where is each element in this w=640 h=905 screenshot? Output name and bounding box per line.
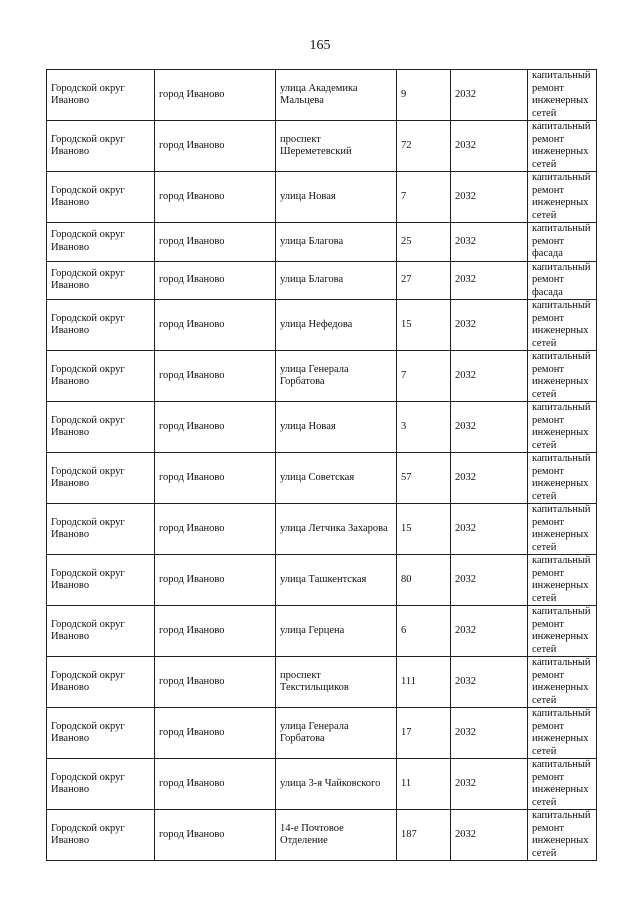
house-number-cell: 15 <box>397 504 451 555</box>
table-row <box>47 402 597 453</box>
work-type-cell: капитальный ремонт инженерных сетей <box>528 70 597 121</box>
work-type-cell: капитальный ремонт инженерных сетей <box>528 351 597 402</box>
table-row <box>47 70 597 121</box>
page-number: 165 <box>309 38 331 53</box>
house-number-cell: 7 <box>397 351 451 402</box>
street-cell: 14-е Почтовое Отделение <box>276 810 397 861</box>
locality-cell: город Иваново <box>155 606 276 657</box>
locality-cell: город Иваново <box>155 708 276 759</box>
district-cell: Городской округ Иваново <box>47 223 155 262</box>
house-number-cell: 15 <box>397 300 451 351</box>
work-type-cell: капитальный ремонт инженерных сетей <box>528 504 597 555</box>
year-cell: 2032 <box>451 657 528 708</box>
work-type-cell: капитальный ремонт инженерных сетей <box>528 172 597 223</box>
work-type-cell: капитальный ремонт инженерных сетей <box>528 657 597 708</box>
house-number-cell: 11 <box>397 759 451 810</box>
street-cell: улица Новая <box>276 402 397 453</box>
locality-cell: город Иваново <box>155 223 276 262</box>
district-cell: Городской округ Иваново <box>47 402 155 453</box>
repair-schedule-table <box>46 69 597 861</box>
district-cell: Городской округ Иваново <box>47 555 155 606</box>
work-type-cell: капитальный ремонт инженерных сетей <box>528 810 597 861</box>
work-type-cell: капитальный ремонт инженерных сетей <box>528 555 597 606</box>
table-row <box>47 810 597 861</box>
street-cell: улица Генерала Горбатова <box>276 351 397 402</box>
year-cell: 2032 <box>451 351 528 402</box>
work-type-cell: капитальный ремонт инженерных сетей <box>528 453 597 504</box>
work-type-cell: капитальный ремонт фасада <box>528 223 597 262</box>
year-cell: 2032 <box>451 708 528 759</box>
house-number-cell: 80 <box>397 555 451 606</box>
year-cell: 2032 <box>451 223 528 262</box>
house-number-cell: 72 <box>397 121 451 172</box>
street-cell: проспект Шереметевский <box>276 121 397 172</box>
house-number-cell: 111 <box>397 657 451 708</box>
work-type-cell: капитальный ремонт инженерных сетей <box>528 708 597 759</box>
locality-cell: город Иваново <box>155 402 276 453</box>
year-cell: 2032 <box>451 172 528 223</box>
table-row <box>47 708 597 759</box>
street-cell: проспект Текстильщиков <box>276 657 397 708</box>
street-cell: улица Генерала Горбатова <box>276 708 397 759</box>
year-cell: 2032 <box>451 759 528 810</box>
street-cell: улица Советская <box>276 453 397 504</box>
locality-cell: город Иваново <box>155 810 276 861</box>
street-cell: улица Академика Мальцева <box>276 70 397 121</box>
table-row <box>47 759 597 810</box>
table-row <box>47 351 597 402</box>
year-cell: 2032 <box>451 810 528 861</box>
locality-cell: город Иваново <box>155 300 276 351</box>
table-row <box>47 453 597 504</box>
street-cell: улица Новая <box>276 172 397 223</box>
table-row <box>47 121 597 172</box>
street-cell: улица Благова <box>276 223 397 262</box>
street-cell: улица Летчика Захарова <box>276 504 397 555</box>
street-cell: улица Герцена <box>276 606 397 657</box>
house-number-cell: 27 <box>397 261 451 300</box>
work-type-cell: капитальный ремонт инженерных сетей <box>528 606 597 657</box>
year-cell: 2032 <box>451 606 528 657</box>
street-cell: улица 3-я Чайковского <box>276 759 397 810</box>
district-cell: Городской округ Иваново <box>47 606 155 657</box>
street-cell: улица Нефедова <box>276 300 397 351</box>
house-number-cell: 9 <box>397 70 451 121</box>
locality-cell: город Иваново <box>155 70 276 121</box>
locality-cell: город Иваново <box>155 504 276 555</box>
district-cell: Городской округ Иваново <box>47 70 155 121</box>
house-number-cell: 7 <box>397 172 451 223</box>
locality-cell: город Иваново <box>155 759 276 810</box>
table-row <box>47 555 597 606</box>
locality-cell: город Иваново <box>155 351 276 402</box>
locality-cell: город Иваново <box>155 657 276 708</box>
house-number-cell: 187 <box>397 810 451 861</box>
street-cell: улица Ташкентская <box>276 555 397 606</box>
district-cell: Городской округ Иваново <box>47 453 155 504</box>
year-cell: 2032 <box>451 453 528 504</box>
locality-cell: город Иваново <box>155 172 276 223</box>
year-cell: 2032 <box>451 70 528 121</box>
work-type-cell: капитальный ремонт инженерных сетей <box>528 402 597 453</box>
year-cell: 2032 <box>451 555 528 606</box>
work-type-cell: капитальный ремонт инженерных сетей <box>528 300 597 351</box>
district-cell: Городской округ Иваново <box>47 657 155 708</box>
table-row <box>47 261 597 300</box>
locality-cell: город Иваново <box>155 453 276 504</box>
district-cell: Городской округ Иваново <box>47 708 155 759</box>
year-cell: 2032 <box>451 402 528 453</box>
district-cell: Городской округ Иваново <box>47 810 155 861</box>
year-cell: 2032 <box>451 300 528 351</box>
house-number-cell: 3 <box>397 402 451 453</box>
locality-cell: город Иваново <box>155 121 276 172</box>
locality-cell: город Иваново <box>155 555 276 606</box>
district-cell: Городской округ Иваново <box>47 351 155 402</box>
work-type-cell: капитальный ремонт инженерных сетей <box>528 121 597 172</box>
year-cell: 2032 <box>451 504 528 555</box>
table-row <box>47 172 597 223</box>
house-number-cell: 17 <box>397 708 451 759</box>
work-type-cell: капитальный ремонт инженерных сетей <box>528 759 597 810</box>
district-cell: Городской округ Иваново <box>47 121 155 172</box>
district-cell: Городской округ Иваново <box>47 172 155 223</box>
table-row <box>47 223 597 262</box>
district-cell: Городской округ Иваново <box>47 504 155 555</box>
work-type-cell: капитальный ремонт фасада <box>528 261 597 300</box>
year-cell: 2032 <box>451 261 528 300</box>
street-cell: улица Благова <box>276 261 397 300</box>
table-row <box>47 300 597 351</box>
table-row <box>47 504 597 555</box>
locality-cell: город Иваново <box>155 261 276 300</box>
house-number-cell: 25 <box>397 223 451 262</box>
district-cell: Городской округ Иваново <box>47 261 155 300</box>
year-cell: 2032 <box>451 121 528 172</box>
house-number-cell: 57 <box>397 453 451 504</box>
table-row <box>47 657 597 708</box>
district-cell: Городской округ Иваново <box>47 300 155 351</box>
house-number-cell: 6 <box>397 606 451 657</box>
district-cell: Городской округ Иваново <box>47 759 155 810</box>
table-row <box>47 606 597 657</box>
